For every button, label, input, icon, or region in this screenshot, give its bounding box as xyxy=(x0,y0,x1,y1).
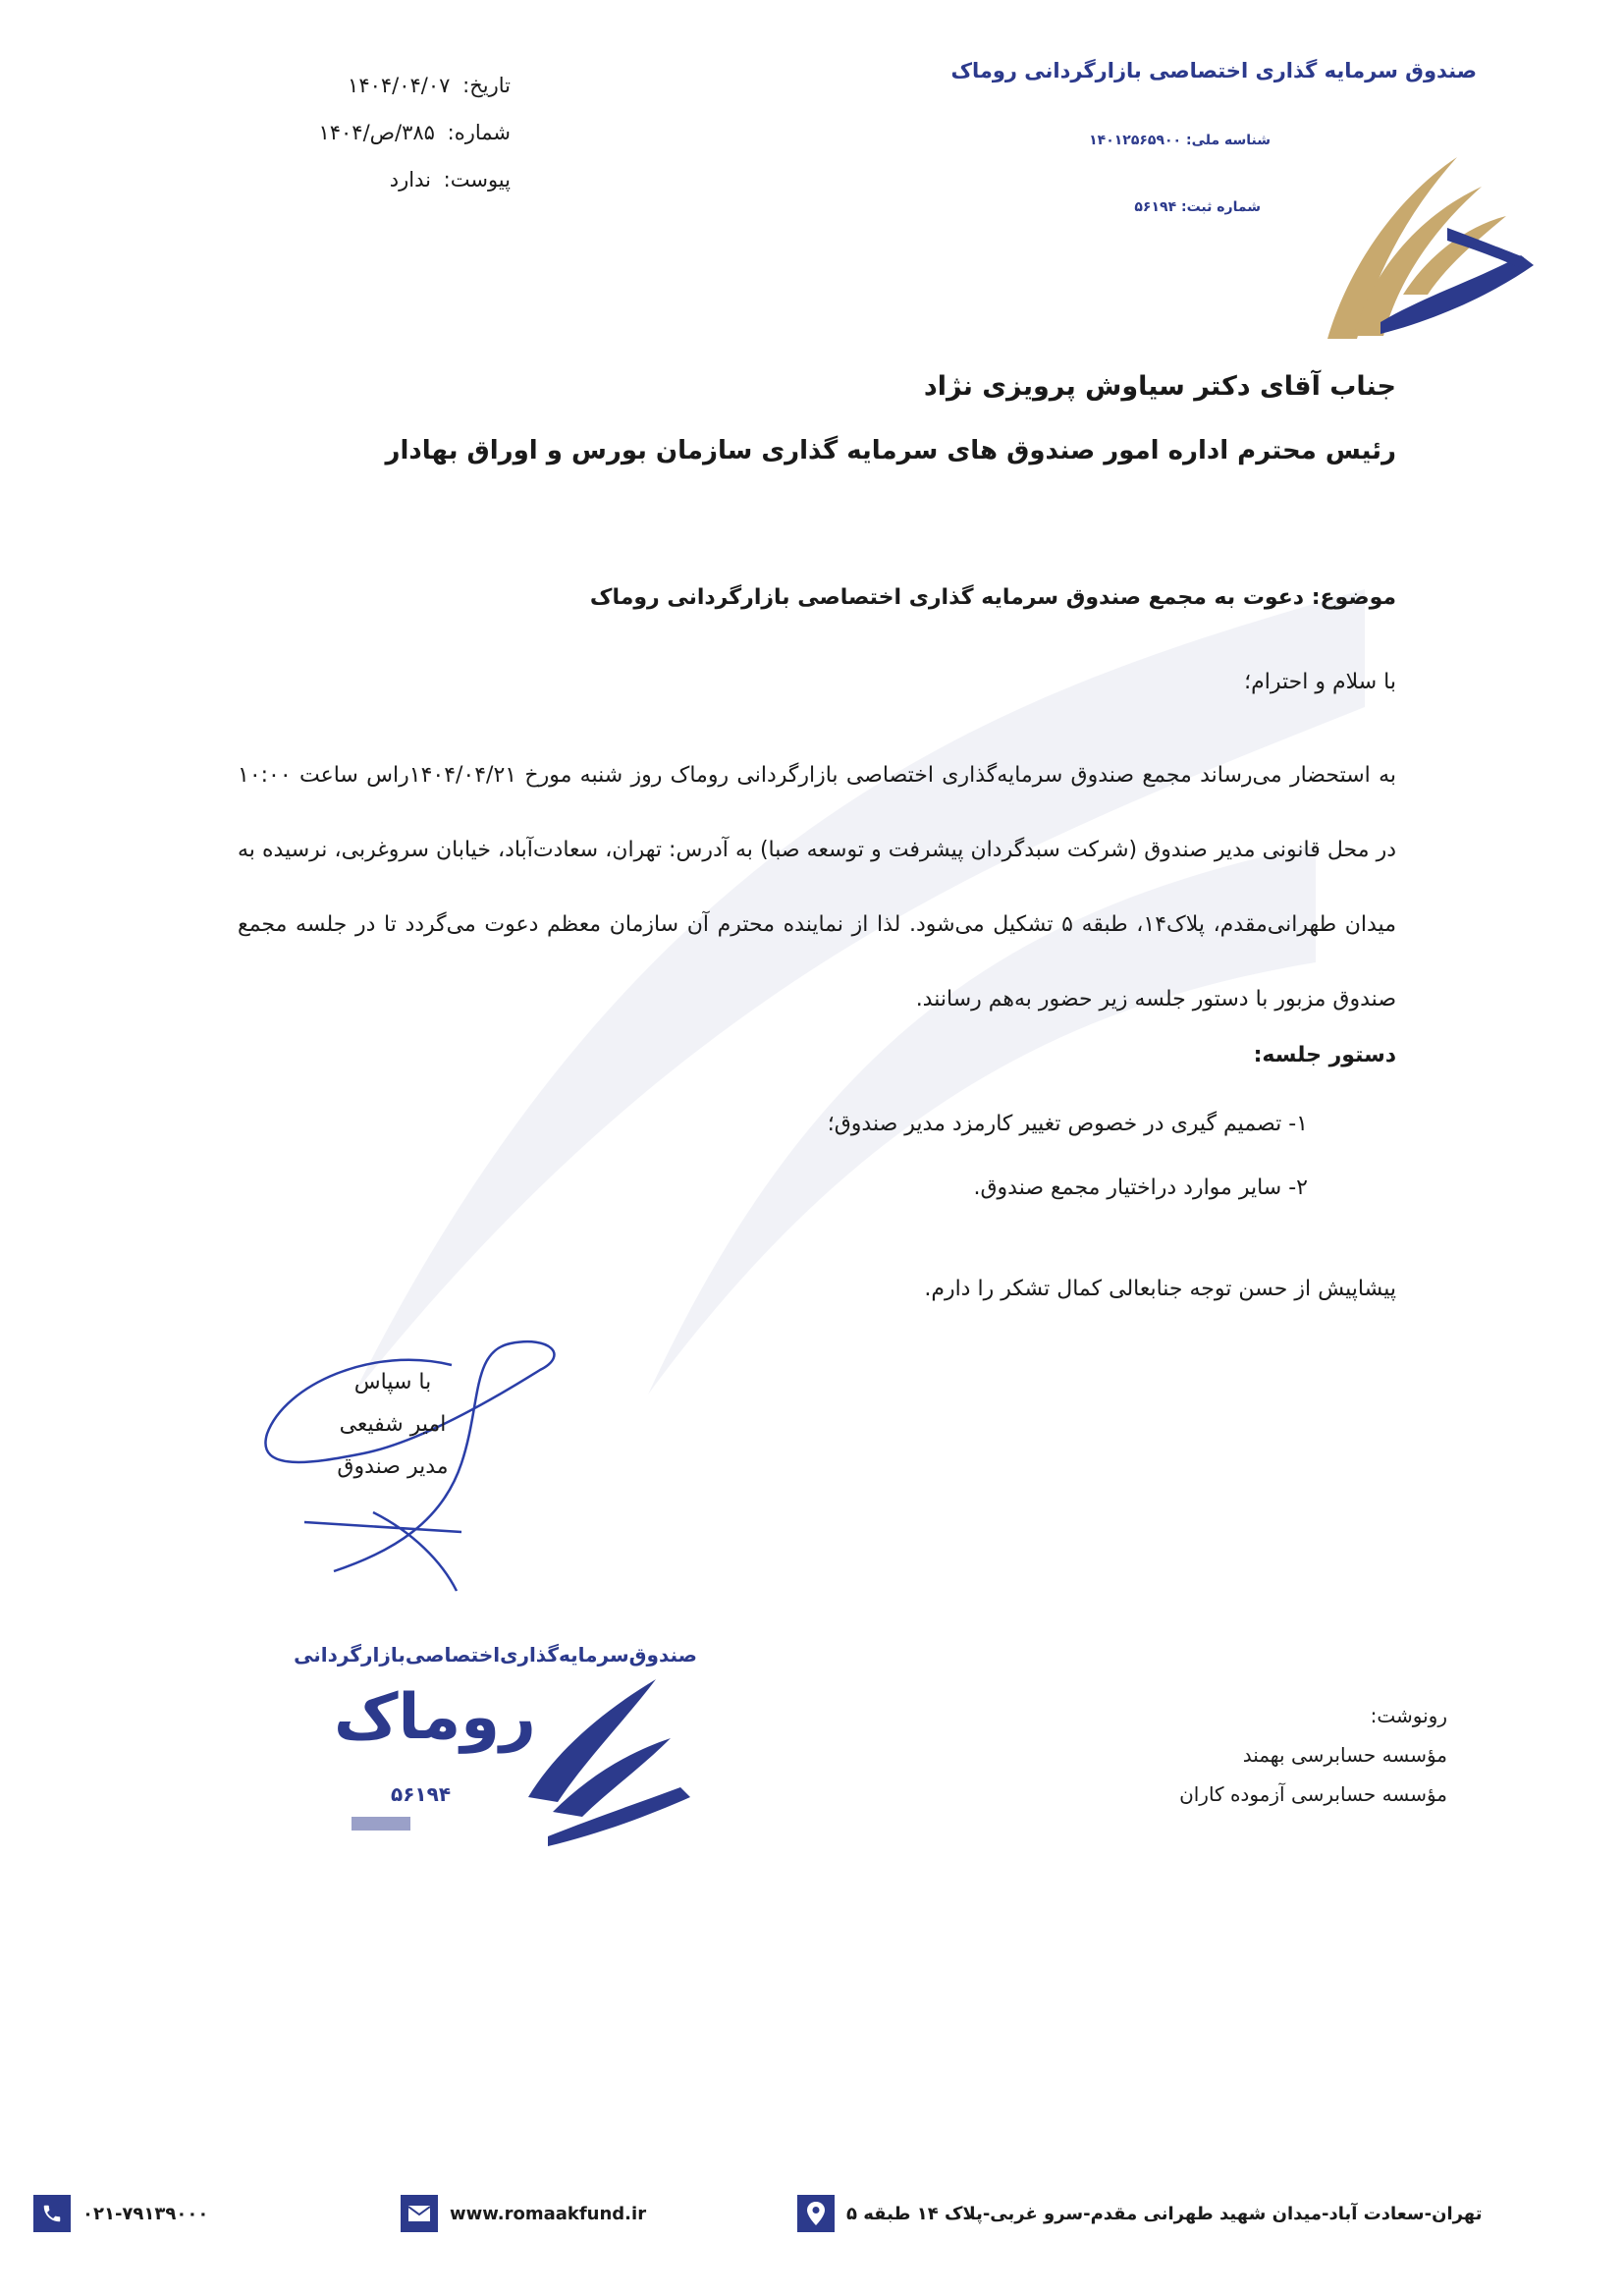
letter-meta xyxy=(285,74,511,215)
footer-website xyxy=(401,2192,646,2235)
signoff-role: مدیر صندوق xyxy=(337,1454,449,1479)
website-link[interactable]: www.romaakfund.ir xyxy=(450,2203,647,2224)
mail-icon xyxy=(401,2195,438,2232)
addressee-title: رئیس محترم اداره امور صندوق های سرمایه گذاری سازمان بورس و اوراق بهادار xyxy=(385,436,1396,465)
cc-label: رونوشت: xyxy=(1370,1704,1447,1727)
address-text: تهران-سعادت آباد-میدان شهید طهرانی مقدم-سرو غربی-پلاک ۱۴ طبقه ۵ xyxy=(846,2203,1483,2224)
agenda-list xyxy=(828,1112,1308,1239)
date-label: تاریخ: xyxy=(462,74,511,97)
signoff-thanks: با سپاس xyxy=(353,1370,432,1394)
letter-closing: پیشاپیش از حسن توجه جنابعالی کمال تشکر را دارم. xyxy=(924,1277,1396,1301)
signoff-name: امیر شفیعی xyxy=(339,1412,447,1437)
cc-item: مؤسسه حسابرسی بهمند xyxy=(1242,1743,1447,1767)
attachment-label: پیوست: xyxy=(443,168,511,191)
letter-greeting: با سلام و احترام؛ xyxy=(1244,670,1396,694)
number-value: ۳۸۵/ص/۱۴۰۴ xyxy=(318,121,435,144)
footer-phone xyxy=(33,2192,208,2235)
stamp-brand: روماک xyxy=(334,1681,536,1754)
stamp-title: صندوق‌سرمایه‌گذاری‌اختصاصی‌بازارگردانی xyxy=(294,1643,697,1667)
letter-subject: موضوع: دعوت به مجمع صندوق سرمایه گذاری اختصاصی بازارگردانی روماک xyxy=(589,585,1396,610)
cc-block xyxy=(1179,1704,1447,1822)
letter-date xyxy=(285,74,511,97)
fund-name-header: صندوق سرمایه گذاری اختصاصی بازارگردانی روماک xyxy=(950,59,1477,82)
signoff-block xyxy=(314,1370,471,1497)
number-label: شماره: xyxy=(447,121,511,144)
phone-icon xyxy=(33,2195,71,2232)
date-value: ۱۴۰۴/۰۴/۰۷ xyxy=(348,74,451,97)
letter-number xyxy=(285,121,511,144)
agenda-item: ۱- تصمیم گیری در خصوص تغییر کارمزد مدیر صندوق؛ xyxy=(827,1112,1308,1136)
cc-item: مؤسسه حسابرسی آزموده کاران xyxy=(1179,1782,1447,1806)
letter-body: به استحضار می‌رساند مجمع صندوق سرمایه‌گذاری اختصاصی بازارگردانی روماک روز شنبه مورخ ۱۴۰۴/۰۴/۲۱راس ساعت ۱۰:۰۰ در محل قانونی مدیر صندوق (شرکت سبدگردان پیشرفت و توسعه صبا) به آدرس: تهران، سعادت‌آباد، خیابان سروغربی، نرسیده به میدان طهرانی‌مقدم، پلاک۱۴، طبقه ۵ تشکیل می‌شود. لذا از نماینده محترم آن سازمان معظم دعوت می‌گردد تا در جلسه مجمع صندوق مزبور با دستور جلسه زیر حضور به‌هم رسانند. xyxy=(238,763,1396,1011)
fund-logo-icon xyxy=(1310,147,1536,344)
phone-number: ۰۲۱-۷۹۱۳۹۰۰۰ xyxy=(82,2203,209,2224)
location-pin-icon xyxy=(797,2195,835,2232)
letter-attachment xyxy=(285,168,511,191)
stamp-number: ۵۶۱۹۴ xyxy=(391,1782,452,1806)
agenda-item: ۲- سایر موارد دراختیار مجمع صندوق. xyxy=(973,1175,1308,1200)
footer-address xyxy=(797,2192,1482,2235)
registration-number: شماره ثبت: ۵۶۱۹۴ xyxy=(1134,199,1261,215)
attachment-value: ندارد xyxy=(389,168,431,191)
addressee-name: جناب آقای دکتر سیاوش پرویزی نژاد xyxy=(923,371,1396,402)
agenda-title: دستور جلسه: xyxy=(1253,1043,1396,1067)
national-id: شناسه ملی: ۱۴۰۱۲۵۶۵۹۰۰ xyxy=(1089,133,1271,148)
